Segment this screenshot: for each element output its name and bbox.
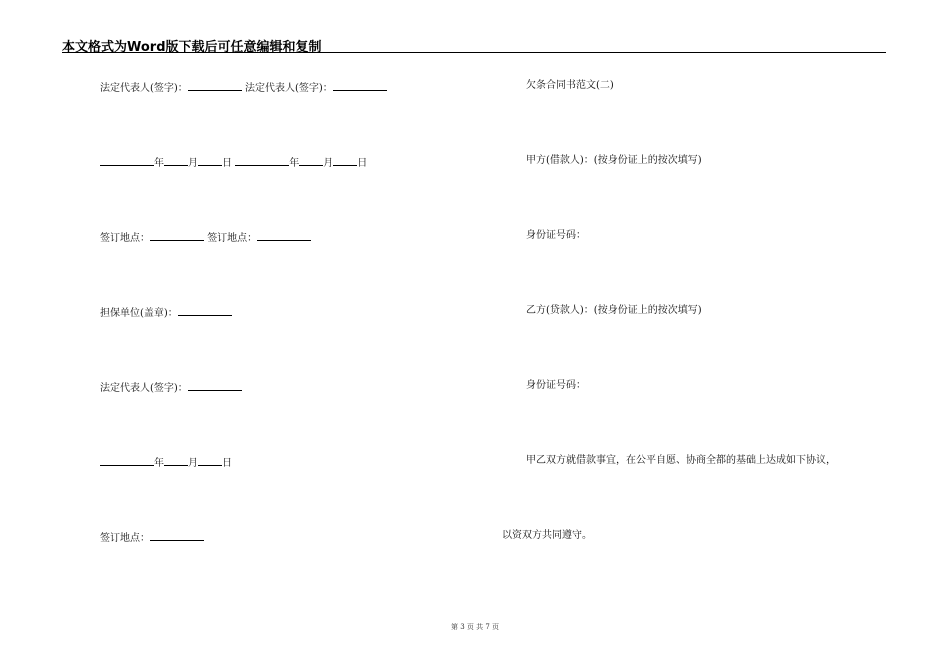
month-label: 月	[323, 158, 334, 169]
blank-line	[188, 80, 242, 91]
page-number-footer: 第 3 页 共 7 页	[450, 623, 500, 631]
sign-place-label: 签订地点：	[207, 233, 258, 244]
blank-line	[257, 230, 311, 241]
blank-line	[188, 380, 242, 391]
date-row-1	[100, 155, 367, 170]
guarantor-row	[100, 305, 232, 320]
blank-line	[164, 455, 188, 466]
sign-place-label: 签订地点：	[100, 533, 150, 544]
blank-line	[100, 455, 154, 466]
day-label: 日	[357, 158, 368, 169]
day-label: 日	[222, 158, 232, 169]
sign-place-row-2	[100, 530, 204, 545]
blank-line	[299, 155, 323, 166]
month-label: 月	[188, 458, 198, 469]
clause-paragraph-line-1: 甲乙双方就借款事宜，在公平自愿、协商全都的基础上达成如下协议，	[526, 455, 836, 466]
contract-title: 欠条合同书范文(二)	[526, 80, 614, 91]
blank-line	[235, 155, 289, 166]
rep-sign-label: 法定代表人(签字)：	[100, 83, 188, 94]
month-label: 月	[188, 158, 198, 169]
sign-place-row-1	[100, 230, 311, 245]
rep-sign-row-1	[100, 80, 387, 95]
blank-line	[164, 155, 188, 166]
blank-line	[198, 455, 222, 466]
party-b-line: 乙方(贷款人)：(按身份证上的按次填写)	[526, 305, 702, 316]
day-label: 日	[222, 458, 232, 469]
guarantor-label: 担保单位(盖章)：	[100, 308, 178, 319]
blank-line	[333, 80, 387, 91]
rep-sign-row-2	[100, 380, 242, 395]
year-label: 年	[154, 458, 164, 469]
rep-sign-label: 法定代表人(签字)：	[100, 383, 188, 394]
header-divider	[62, 52, 886, 53]
blank-line	[150, 530, 204, 541]
id-number-b-line: 身份证号码：	[526, 380, 586, 391]
year-label: 年	[289, 158, 300, 169]
year-label: 年	[154, 158, 164, 169]
date-row-2	[100, 455, 232, 470]
document-header-title: 本文格式为Word版下载后可任意编辑和复制	[62, 40, 322, 55]
id-number-a-line: 身份证号码：	[526, 230, 586, 241]
rep-sign-label: 法定代表人(签字)：	[245, 83, 333, 94]
blank-line	[150, 230, 204, 241]
blank-line	[100, 155, 154, 166]
blank-line	[333, 155, 357, 166]
clause-paragraph-line-2: 以资双方共同遵守。	[502, 530, 592, 541]
blank-line	[178, 305, 232, 316]
party-a-line: 甲方(借款人)：(按身份证上的按次填写)	[526, 155, 702, 166]
blank-line	[198, 155, 222, 166]
sign-place-label: 签订地点：	[100, 233, 150, 244]
